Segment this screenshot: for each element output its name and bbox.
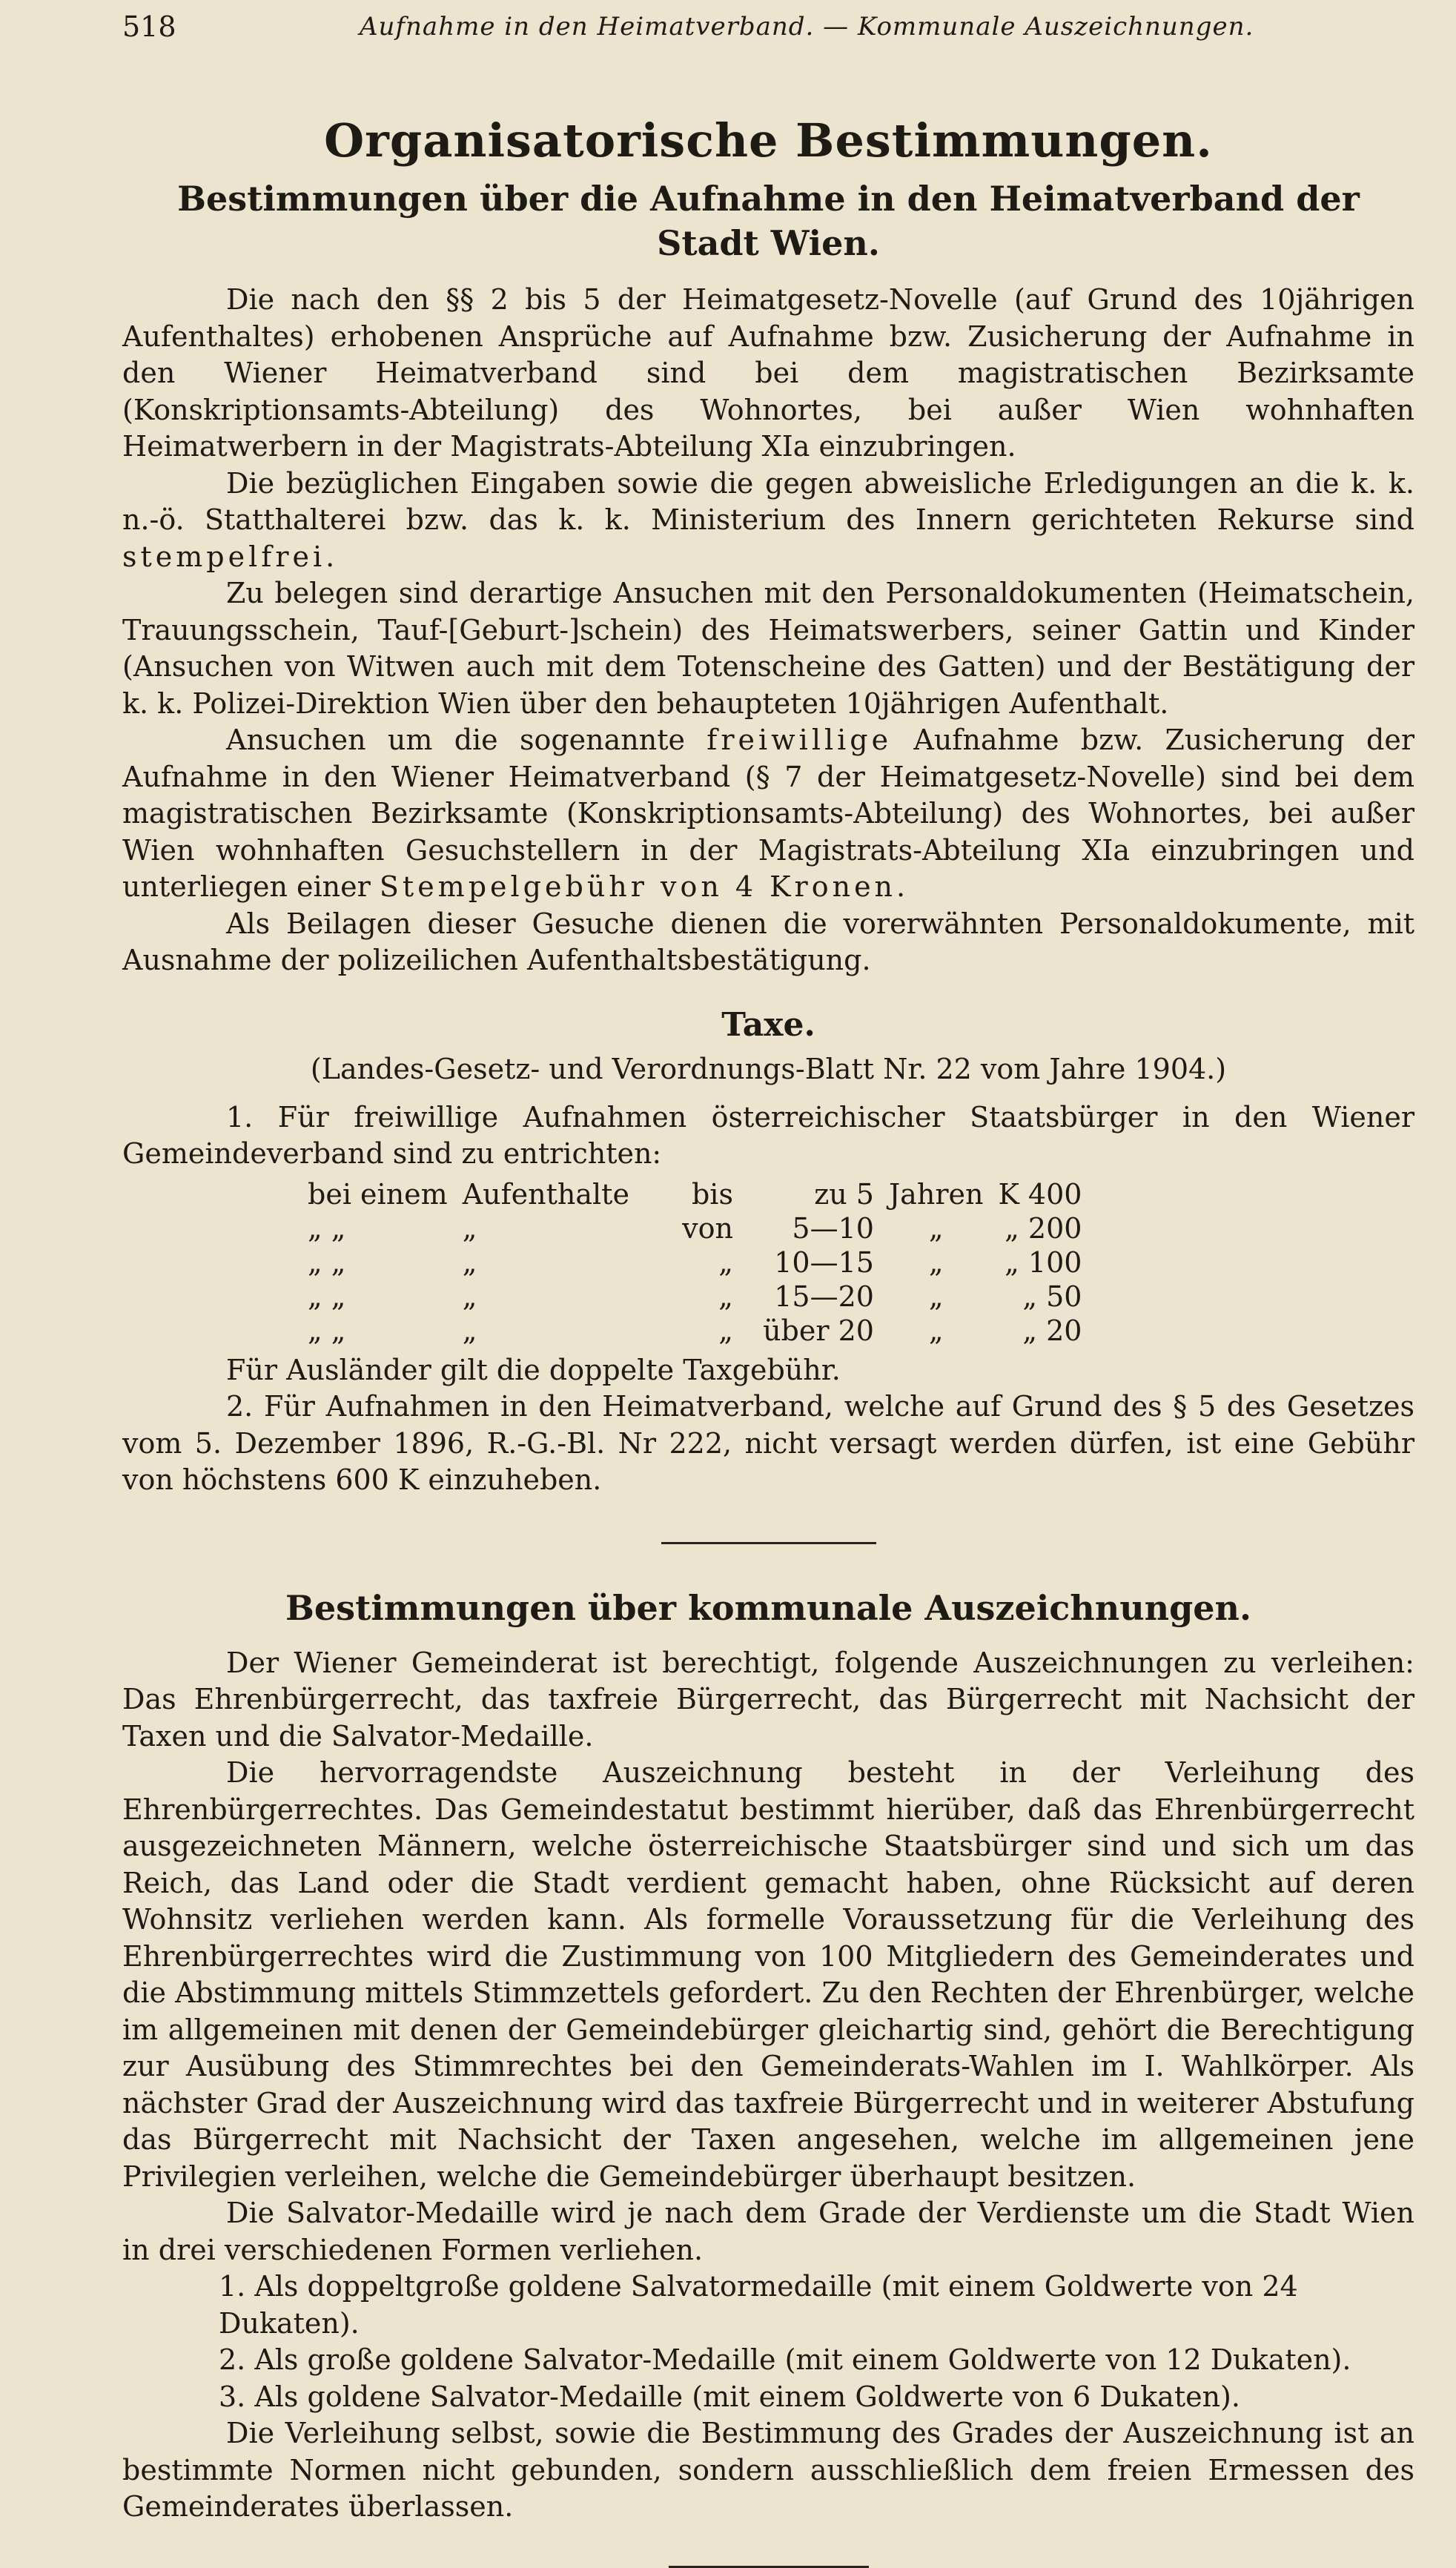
section1-paragraph-3: Zu belegen sind derartige Ansuchen mit den Personaldokumenten (Heimatschein, Trauungsschein, Tauf-[Geburt-]schein) des Heimatswerbers, seiner Gattin und Kinder (Ansuchen von Witwen auch mit dem Totenscheine des Gatten) und der Bestätigung der k. k. Polizei-Direktion Wien über den behaupteten 10jährigen Aufenthalt. (122, 577, 1414, 720)
section1-paragraph-2 (122, 466, 1414, 576)
fee-cell: bis (691, 1177, 733, 1211)
fee-cell: zu 5 (814, 1177, 874, 1211)
medal-list (122, 2268, 1414, 2415)
list-item: 3. Als goldene Salvator-Medaille (mit einem Goldwerte von 6 Dukaten). (219, 2380, 1240, 2413)
fee-cell: „ (928, 1280, 944, 1313)
fee-cell: „ „ (308, 1245, 346, 1279)
fee-cell: „ (928, 1245, 944, 1279)
fee-row (300, 1280, 1089, 1314)
fee-cell: „ (462, 1280, 477, 1313)
p4-text-after: . (896, 870, 906, 903)
taxe-item-2: 2. Für Aufnahmen in den Heimatverband, welche auf Grund des § 5 des Gesetzes vom 5. Dezember 1896, R.-G.-Bl. Nr 222, nicht versagt werden dürfen, ist eine Gebühr von höchstens 600 K einzuheben. (122, 1390, 1414, 1496)
taxe-item-1: 1. Für freiwillige Aufnahmen österreichischer Staatsbürger in den Wiener Gemeindeverband sind zu entrichten: (122, 1100, 1414, 1170)
fee-cell: „ (718, 1314, 733, 1347)
list-item: 1. Als doppeltgroße goldene Salvatormedaille (mit einem Goldwerte von 24 Dukaten). (219, 2270, 1298, 2340)
list-item: 2. Als große goldene Salvator-Medaille (mit einem Goldwerte von 12 Dukaten). (219, 2343, 1351, 2376)
section2-paragraph-4: Die Verleihung selbst, sowie die Bestimmung des Grades der Auszeichnung ist an bestimmte Normen nicht gebunden, sondern ausschließlich dem freien Ermessen des Gemeinderates überlassen. (122, 2417, 1414, 2523)
fee-cell: 10—15 (774, 1245, 874, 1279)
p4-spaced-text-2: Stempelgebühr von 4 Kronen (379, 870, 897, 903)
fee-cell: „ „ (308, 1211, 346, 1245)
section1-title: Bestimmungen über die Aufnahme in den Heimatverband der Stadt Wien. (177, 179, 1360, 263)
fee-row (300, 1177, 1089, 1211)
section1-paragraph-1: Die nach den §§ 2 bis 5 der Heimatgesetz-Novelle (auf Grund des 10jährigen Aufenthaltes) erhobenen Ansprüche auf Aufnahme bzw. Zusicherung der Aufnahme in den Wiener Heimatverband sind bei dem magistratischen Bezirksamte (Konskriptionsamts-Abteilung) des Wohnortes, bei außer Wien wohnhaften Heimatwerbern in der Magistrats-Abteilung XIa einzubringen. (122, 283, 1414, 463)
page-content (122, 111, 1414, 2568)
fee-cell: Aufenthalte (462, 1177, 629, 1211)
section2-title: Bestimmungen über kommunale Auszeichnungen. (285, 1587, 1251, 1628)
fee-cell: „ (928, 1314, 944, 1347)
fee-cell: Jahren (888, 1177, 984, 1211)
fee-row (300, 1245, 1089, 1280)
fee-cell: von (682, 1211, 733, 1245)
closing-divider (669, 2566, 869, 2568)
running-header (122, 9, 1414, 44)
p4-text-before: Ansuchen um die sogenannte (226, 724, 707, 756)
section2-paragraph-3: Die Salvator-Medaille wird je nach dem Grade der Verdienste um die Stadt Wien in drei verschiedenen Formen verliehen. (122, 2197, 1414, 2266)
running-title: Aufnahme in den Heimatverband. — Kommunale Auszeichnungen. (360, 12, 1254, 42)
taxe-title: Taxe. (721, 1005, 815, 1044)
section-divider (661, 1542, 876, 1544)
fee-cell: „ „ (308, 1314, 346, 1347)
fee-cell: „ (718, 1245, 733, 1279)
fee-row (300, 1211, 1089, 1245)
page-number: 518 (122, 10, 176, 43)
foreigners-note: Für Ausländer gilt die doppelte Taxgebühr. (226, 1353, 841, 1386)
fee-cell: „ 100 (1005, 1245, 1082, 1279)
fee-cell: über 20 (763, 1314, 874, 1347)
fee-cell: K 400 (998, 1177, 1082, 1211)
fee-cell: bei einem (308, 1177, 448, 1211)
p4-spaced-text-1: freiwillige (707, 724, 893, 756)
fee-cell: „ (928, 1211, 944, 1245)
fee-cell: 5—10 (792, 1211, 874, 1245)
fee-row (300, 1314, 1089, 1348)
section1-paragraph-5: Als Beilagen dieser Gesuche dienen die vorerwähnten Personaldokumente, mit Ausnahme der polizeilichen Aufenthaltsbestätigung. (122, 907, 1414, 976)
fee-cell: 15—20 (774, 1280, 874, 1313)
fee-cell: „ (718, 1280, 733, 1313)
fee-cell: „ „ (308, 1280, 346, 1313)
fee-table (300, 1177, 1089, 1348)
section2-paragraph-1: Der Wiener Gemeinderat ist berechtigt, folgende Auszeichnungen zu verleihen: Das Ehrenbürgerrecht, das taxfreie Bürgerrecht, das Bürgerrecht mit Nachsicht der Taxen und die Salvator-Medaille. (122, 1646, 1414, 1753)
p2-text-before: Die bezüglichen Eingaben sowie die gegen abweisliche Erledigungen an die k. k. n.-ö. Statthalterei bzw. das k. k. Ministerium des Innern gerichteten Rekurse sind (122, 466, 1414, 536)
section2-paragraph-2: Die hervorragendste Auszeichnung besteht in der Verleihung des Ehrenbürgerrechtes. Das Gemeindestatut bestimmt hierüber, daß das Ehrenbürgerrecht ausgezeichneten Männern, welche österreichische Staatsbürger sind und sich um das Reich, das Land oder die Stadt verdient gemacht haben, ohne Rücksicht auf deren Wohnsitz verliehen werden kann. Als formelle Voraussetzung für die Verleihung des Ehrenbürgerrechtes wird die Zustimmung von 100 Mitgliedern des Gemeinderates und die Abstimmung mittels Stimmzettels gefordert. Zu den Rechten der Ehrenbürger, welche im allgemeinen mit denen der Gemeindebürger gleichartig sind, gehört die Berechtigung zur Ausübung des Stimmrechtes bei den Gemeinderats-Wahlen im I. Wahlkörper. Als nächster Grad der Auszeichnung wird das taxfreie Bürgerrecht und in weiterer Abstufung das Bürgerrecht mit Nachsicht der Taxen angesehen, welche im allgemeinen jene Privilegien verleihen, welche die Gemeindebürger überhaupt besitzen. (122, 1756, 1414, 2193)
fee-cell: „ (462, 1245, 477, 1279)
fee-cell: „ 200 (1005, 1211, 1082, 1245)
p4-text-middle: Aufnahme bzw. Zusicherung der Aufnahme in den Wiener Heimatverband (§ 7 der Heimatgesetz-Novelle) sind bei dem magistratischen Bezirksamte (Konskriptionsamts-Abteilung) des Wohnortes, bei außer Wien wohnhaften Gesuchstellern in der Magistrats-Abteilung XIa einzubringen und unterliegen einer (122, 724, 1414, 903)
fee-cell: „ (462, 1211, 477, 1245)
p2-spaced-text: stempelfrei (122, 540, 326, 573)
section1-paragraph-4 (122, 722, 1414, 906)
main-title: Organisatorische Bestimmungen. (324, 113, 1213, 168)
fee-cell: „ 50 (1022, 1280, 1082, 1313)
fee-cell: „ (462, 1314, 477, 1347)
taxe-source: (Landes-Gesetz- und Verordnungs-Blatt Nr. 22 vom Jahre 1904.) (310, 1052, 1227, 1085)
p2-text-after: . (325, 540, 335, 573)
fee-cell: „ 20 (1022, 1314, 1082, 1347)
